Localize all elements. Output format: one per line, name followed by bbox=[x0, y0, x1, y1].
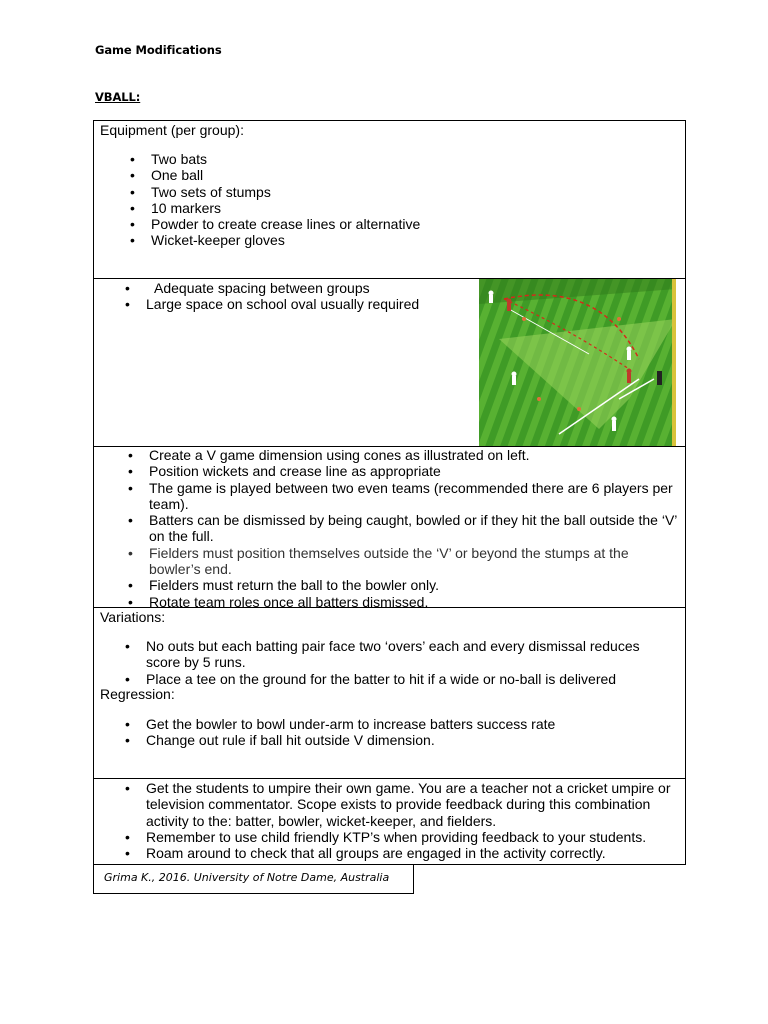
teaching-list bbox=[146, 780, 686, 861]
list-item: • One ball bbox=[151, 167, 420, 183]
equipment-box bbox=[93, 120, 686, 279]
list-item: • Get the bowler to bowl under-arm to increase batters success rate bbox=[146, 716, 666, 732]
list-item: • The game is played between two even teams (recommended there are 6 players per team). bbox=[149, 480, 679, 513]
list-item: • Powder to create crease lines or alternative bbox=[151, 216, 420, 232]
list-item: • Fielders must position themselves outside the ‘V’ or beyond the stumps at the bowler’s end. bbox=[149, 545, 679, 578]
list-item: • Rotate team roles once all batters dismissed. bbox=[149, 594, 679, 610]
list-item: • Large space on school oval usually required bbox=[146, 296, 476, 312]
list-item: • Remember to use child friendly KTP’s when providing feedback to your students. bbox=[146, 829, 686, 845]
list-item: • Place a tee on the ground for the batter to hit if a wide or no-ball is delivered bbox=[146, 671, 666, 687]
regression-list bbox=[146, 716, 666, 749]
list-item: • Batters can be dismissed by being caught, bowled or if they hit the ball outside the ‘V’ on the full. bbox=[149, 512, 679, 545]
list-item: • Two sets of stumps bbox=[151, 184, 420, 200]
rules-list bbox=[149, 447, 679, 610]
list-item: • Wicket-keeper gloves bbox=[151, 232, 420, 248]
equipment-label: Equipment (per group): bbox=[100, 122, 244, 138]
variations-label: Variations: bbox=[100, 609, 166, 625]
list-item: • Create a V game dimension using cones as illustrated on left. bbox=[149, 447, 679, 463]
variations-list bbox=[146, 638, 666, 687]
list-item: • Adequate spacing between groups bbox=[146, 280, 476, 296]
space-list bbox=[146, 280, 476, 313]
section-title: VBALL: bbox=[95, 90, 141, 104]
list-item: • Roam around to check that all groups are engaged in the activity correctly. bbox=[146, 845, 686, 861]
variations-box bbox=[93, 607, 686, 779]
rules-box bbox=[93, 446, 686, 608]
equipment-list bbox=[151, 151, 420, 249]
list-item: • Position wickets and crease line as appropriate bbox=[149, 463, 679, 479]
list-item: • Fielders must return the ball to the bowler only. bbox=[149, 577, 679, 593]
document-title: Game Modifications bbox=[95, 43, 222, 57]
list-item: • No outs but each batting pair face two ‘overs’ each and every dismissal reduces score by 5 runs. bbox=[146, 638, 666, 671]
regression-label: Regression: bbox=[100, 686, 175, 702]
list-item: • Two bats bbox=[151, 151, 420, 167]
list-item: • Change out rule if ball hit outside V dimension. bbox=[146, 732, 666, 748]
cricket-field-diagram-icon bbox=[479, 279, 676, 446]
space-box bbox=[93, 278, 686, 447]
citation-footer: Grima K., 2016. University of Notre Dame, Australia bbox=[93, 864, 414, 894]
list-item: • 10 markers bbox=[151, 200, 420, 216]
teaching-box bbox=[93, 778, 686, 865]
list-item: • Get the students to umpire their own game. You are a teacher not a cricket umpire or television commentator. Scope exists to provide feedback during this combination activity to the: batter, bowler, wicket-keeper, and fielders. bbox=[146, 780, 686, 829]
